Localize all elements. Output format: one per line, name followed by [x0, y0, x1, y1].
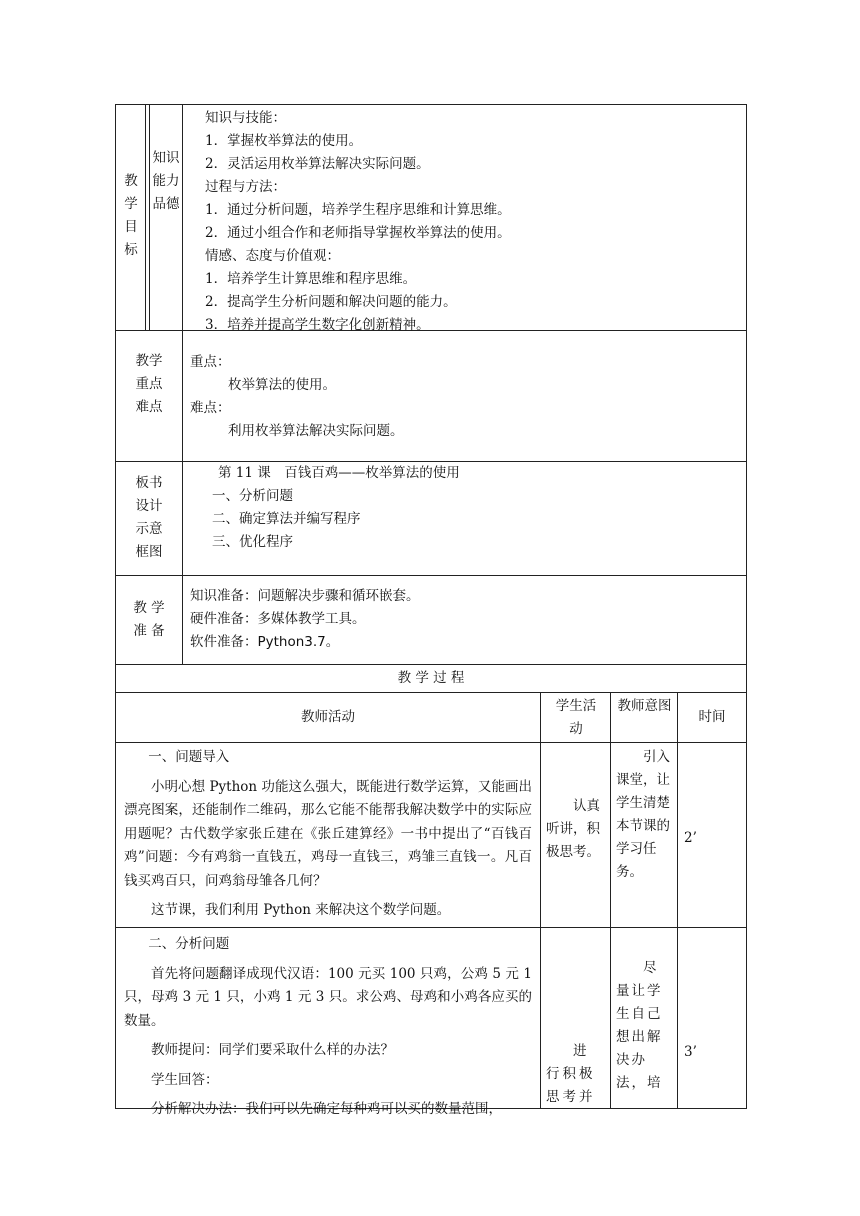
- row1-paragraph: 这节课，我们利用 Python 来解决这个数学问题。: [151, 902, 451, 918]
- row1-teacher: [124, 746, 532, 929]
- goals-line: 2．提高学生分析问题和解决问题的能力。: [205, 294, 457, 310]
- row1-time: 2’: [684, 830, 697, 846]
- goals-line: 2．灵活运用枚举算法解决实际问题。: [205, 156, 430, 172]
- goals-sublabel-text: 知识能力品德: [152, 150, 180, 212]
- goals-line: 知识与技能：: [205, 110, 286, 126]
- keypoints-content: [190, 351, 404, 443]
- goals-line: 过程与方法：: [205, 179, 286, 195]
- row2-paragraph: 教师提问：同学们要采取什么样的办法？: [151, 1042, 394, 1058]
- header-time: 时间: [698, 709, 726, 725]
- process-title: 教 学 过 程: [397, 670, 465, 686]
- prep-software-name: Python3.7: [257, 634, 326, 650]
- board-item: 二、确定算法并编写程序: [212, 511, 361, 527]
- focus-text: 枚举算法的使用。: [228, 377, 336, 393]
- prep-software-suffix: 。: [325, 634, 340, 650]
- board-label-line: 框图: [135, 544, 163, 560]
- board-label-line: 示意: [135, 521, 163, 537]
- row1-heading: 一、问题导入: [148, 749, 230, 765]
- row1-paragraph: 小明心想 Python 功能这么强大，既能进行数学运算，又能画出漂亮图案，还能制作二维码，那么它能不能帮我解决数学中的实际应用题呢？古代数学家张丘建在《张丘建算经》一书中提出了“百钱百鸡”问题：今有鸡翁一直钱五，鸡母一直钱三，鸡雏三直钱一。凡百钱买鸡百只，问鸡翁母雏各几何？: [124, 778, 532, 889]
- board-label: [116, 472, 182, 564]
- prep-label: [116, 597, 182, 643]
- board-label-line: 板书: [135, 475, 163, 491]
- row2-paragraph: 首先将问题翻译成现代汉语：100 元买 100 只鸡，公鸡 5 元 1 只，母鸡 3 元 1 只，小鸡 1 元 3 只。求公鸡、母鸡和小鸡各应买的数量。: [124, 965, 532, 1029]
- goals-sublabel: [152, 147, 180, 216]
- prep-label-line: 准 备: [133, 623, 165, 639]
- row2-student: 进行积极思考并: [546, 1043, 596, 1105]
- difficulty-text: 利用枚举算法解决实际问题。: [228, 423, 404, 439]
- row2-time: 3’: [684, 1044, 697, 1060]
- prep-label-line: 教 学: [133, 600, 165, 616]
- row1-intent: 引入课堂，让学生清楚本节课的学习任务。: [616, 749, 670, 880]
- keypoints-label-line: 难点: [135, 399, 163, 415]
- header-intent: 教师意图: [617, 698, 672, 714]
- goals-line: 1．培养学生计算思维和程序思维。: [205, 271, 417, 287]
- keypoints-label-line: 重点: [135, 376, 163, 392]
- goals-line: 1．掌握枚举算法的使用。: [205, 133, 363, 149]
- header-teacher: 教师活动: [301, 709, 355, 725]
- prep-content: [190, 585, 420, 654]
- keypoints-label-line: 教学: [135, 353, 163, 369]
- row2-intent: 尽量让学生自己想出解决办法，培: [616, 960, 663, 1091]
- prep-software-prefix: 软件准备：: [190, 634, 258, 650]
- prep-software: [190, 631, 420, 654]
- board-item: 一、分析问题: [212, 488, 293, 504]
- board-label-line: 设计: [135, 498, 163, 514]
- board-content: [212, 462, 460, 554]
- goals-line: 情感、态度与价值观：: [205, 248, 340, 264]
- row2-heading: 二、分析问题: [148, 936, 230, 952]
- row2-paragraph: 分析解决办法：我们可以先确定每种鸡可以买的数量范围，: [151, 1101, 502, 1117]
- prep-knowledge: 知识准备：问题解决步骤和循环嵌套。: [190, 588, 420, 604]
- row1-student: 认真听讲，积极思考。: [546, 798, 600, 860]
- row2-teacher: [124, 933, 532, 1117]
- header-student: 学生活动: [555, 698, 597, 737]
- board-title: 第 11 课 百钱百鸡——枚举算法的使用: [218, 465, 460, 481]
- goals-label: [118, 170, 144, 262]
- focus-title: 重点：: [190, 354, 231, 370]
- board-item: 三、优化程序: [212, 534, 293, 550]
- goals-line: 1．通过分析问题，培养学生程序思维和计算思维。: [205, 202, 511, 218]
- row2-paragraph: 学生回答：: [151, 1071, 219, 1088]
- goals-line: 3．培养并提高学生数字化创新精神。: [205, 317, 430, 333]
- goals-content: [205, 107, 511, 337]
- goals-label-text: 教学目标: [124, 173, 138, 258]
- prep-hardware: 硬件准备：多媒体教学工具。: [190, 611, 366, 627]
- difficulty-title: 难点：: [190, 400, 231, 416]
- keypoints-label: [116, 350, 182, 419]
- goals-line: 2．通过小组合作和老师指导掌握枚举算法的使用。: [205, 225, 511, 241]
